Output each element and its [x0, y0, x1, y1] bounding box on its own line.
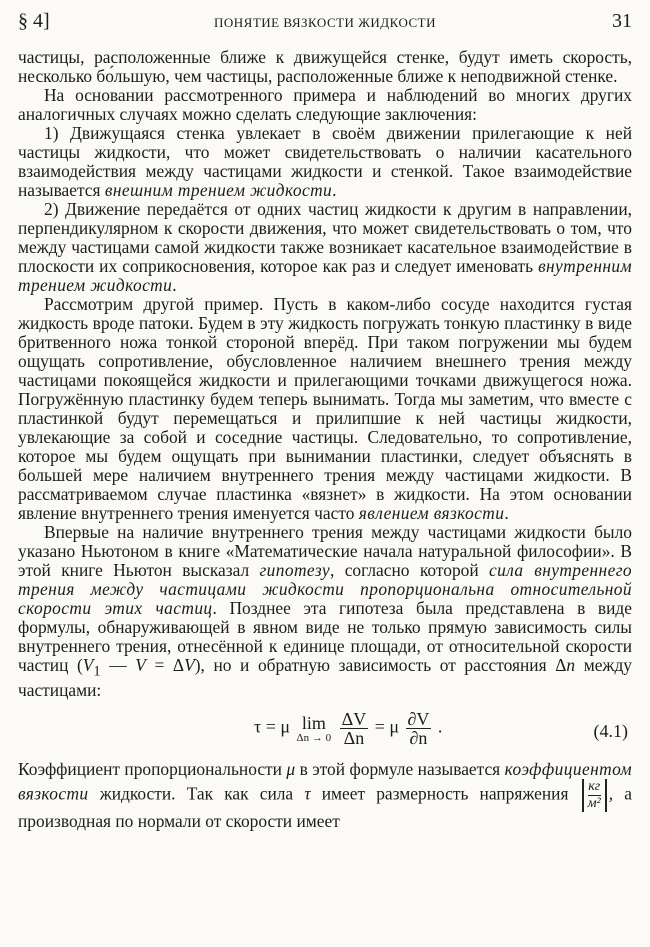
section-number: § 4]	[18, 10, 50, 32]
newton-hypothesis-statement: сила внутреннего трения между частицами жидкости пропорциональна относительной скорости этих частиц	[18, 560, 632, 618]
paragraph-continuation: частицы, расположенные ближе к движущейся стенке, будут иметь скорость, несколько бо́льшую, чем частицы, расположенные ближе к неподвижной стенке.	[18, 47, 632, 86]
term-hypothesis: гипотезу	[259, 560, 331, 580]
term-external-friction: внешним трением жидкости	[104, 180, 333, 200]
unit-bracket: $\frac{кг}{\text{м²}}$	[582, 779, 607, 812]
fraction-partial: $\frac{\partial V}{\partial n}$	[407, 709, 430, 749]
term-viscosity-phenomenon: явлением вязкости	[358, 503, 505, 523]
paragraph-conclusions-intro: На основании рассмотренного примера и наблюдений во многих других аналогичных случаях можно сделать следующие заключения:	[18, 85, 632, 124]
term-viscosity-coefficient: коэффициентом вязкости	[18, 759, 633, 804]
running-title: ПОНЯТИЕ ВЯЗКОСТИ ЖИДКОСТИ	[213, 15, 436, 30]
page-header	[18, 10, 632, 34]
paragraph-conclusion-1: 1) Движущаяся стенка увлекает в своём движении прилегающие к ней частицы жидкости, что может свидетельствовать о наличии касательного взаимодействия между частицами жидкости и стенкой. Такое взаимодействие называется внешним трением жидкости.	[18, 123, 632, 200]
limit-operator: lim Δn → 0	[296, 712, 332, 744]
formula-4-1	[18, 702, 632, 760]
page-body	[18, 48, 632, 831]
page-number: 31	[612, 10, 632, 32]
term-internal-friction: внутренним трением жидкости	[18, 256, 632, 295]
paragraph-conclusion-2: 2) Движение передаётся от одних частиц жидкости к другим в направлении, перпендикулярном к скорости движения, что может свидетельствовать о том, что между частицами самой жидкости также возникает касательное взаимодействие в плоскости их соприкосновения, которое как раз и следует именовать внутренним трением жидкости.	[18, 199, 632, 295]
paragraph-example: Рассмотрим другой пример. Пусть в каком-либо сосуде находится густая жидкость вроде патоки. Будем в эту жидкость погружать тонкую пластинку в виде бритвенного ножа тонкой стороной вперёд. При таком погружении мы будем ощущать сопротивление, обусловленное наличием внешнего трения между частицами покоящейся жидкости и прилегающими точками движущегося ножа. Погружённую пластинку будем теперь вынимать. Тогда мы заметим, что вместе с пластинкой будут перемещаться и прилипшие к ней частицы жидкости, увлекающие за собой и соседние частицы. Следовательно, то сопротивление, которое мы будем ощущать при вынимании пластинки, следует объяснять в большей мере наличием внутреннего трения между частицами жидкости. В рассматриваемом случае пластинка «вязнет» в жидкости. На этом основании явление внутреннего трения именуется часто явлением вязкости.	[18, 294, 632, 523]
fraction-delta: $\frac{\Delta V}{\Delta n}$	[341, 709, 367, 749]
equation-number: (4.1)	[593, 721, 628, 742]
formula-expression: τ = μ lim Δn → 0 $\frac{\Delta V}{\Delta n}$ = μ $\frac{\partial V}{\partial n}$ .	[254, 709, 443, 749]
paragraph-newton: Впервые на наличие внутреннего трения между частицами жидкости было указано Ньютоном в книге «Математические начала натуральной философии». В этой книге Ньютон высказал гипотезу, согласно которой сила внутреннего трения между частицами жидкости пропорциональна относительной скорости этих частиц. Позднее эта гипотеза была представлена в виде формулы, обнаруживающей в явном виде не только прямую зависимость силы внутреннего трения, отнесённой к единице площади, от относительной скорости частиц ($V_1$ — V = ΔV), но и обратную зависимость от расстояния Δn между частицами:	[18, 522, 632, 701]
paragraph-viscosity-coefficient: Коэффициент пропорциональности μ в этой формуле называется коэффициентом вязкости жидкости. Так как сила τ имеет размерность напряжения $\frac{кг}{\text{м²}}$ , а производная по нормали от скорости имеет	[18, 759, 633, 832]
